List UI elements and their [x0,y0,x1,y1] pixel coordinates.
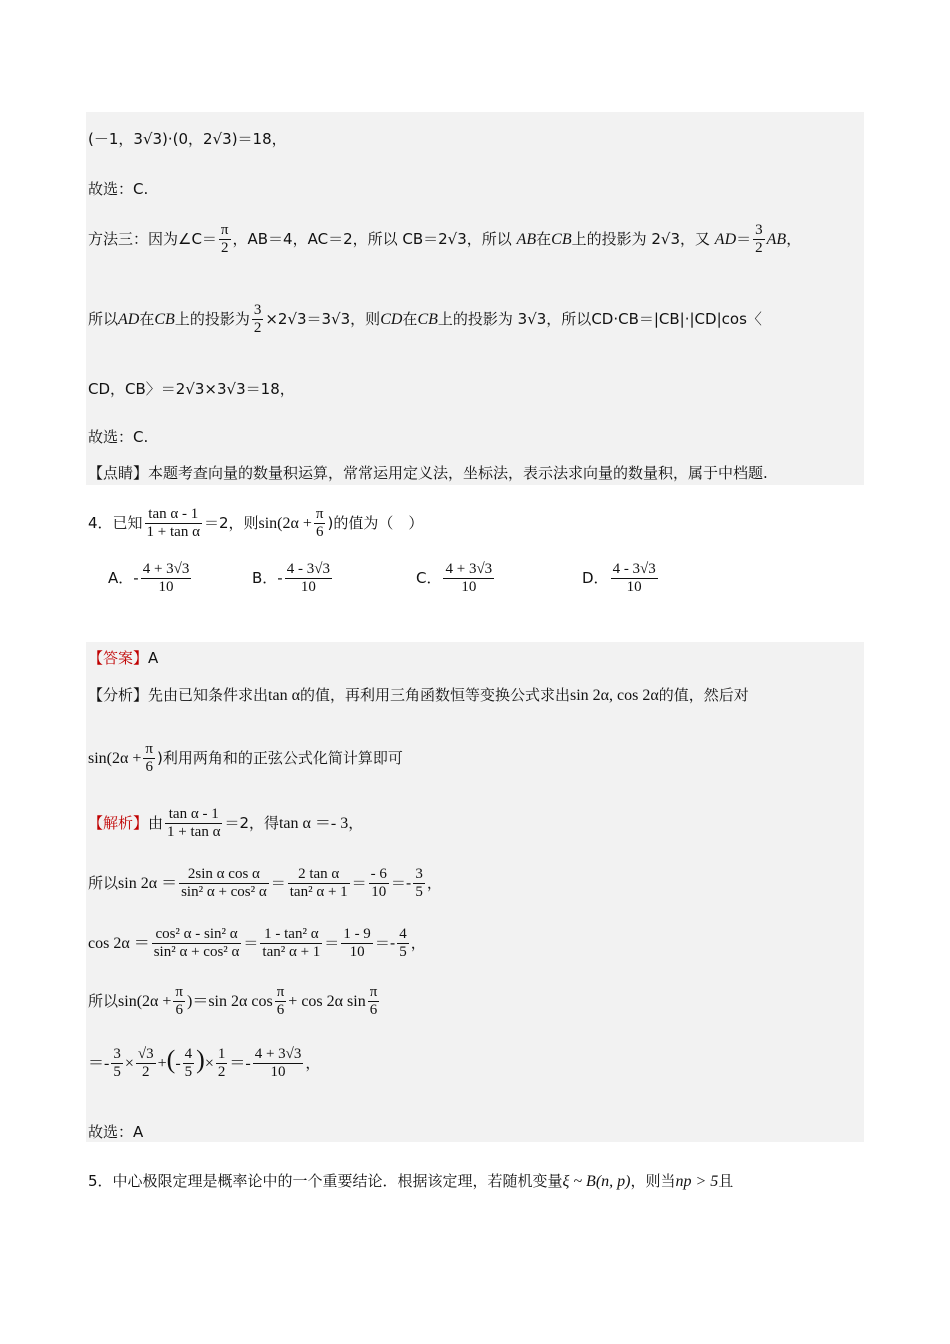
pi-over-2: $\frac{\pi}{2}$ [220,222,229,256]
option-a[interactable]: A．- $\frac{4 + 3√3}{10}$ [108,561,190,595]
result-line: ＝- $\frac{3}{5}$ × $\frac{√3}{2}$ +(- $\frac{4}{5}$ )× $\frac{1}{2}$ ＝- $\frac{4 + 3√3}{10}$ ， [88,1045,321,1080]
option-c[interactable]: C． $\frac{4 + 3√3}{10}$ [416,561,493,595]
method3-line1: 方法三：因为∠C＝ $\frac{\pi}{2}$ ，AB＝4，AC＝2，所以 CB＝2√3，所以 AB在CB上的投影为 2√3，又 AD＝ $\frac{3}{2}$ AB， [88,222,802,256]
method3-line2: 所以AD在CB上的投影为 $\frac{3}{2}$ ×2√3＝3√3，则CD在CB上的投影为 3√3，所以CD·CB＝|CB|·|CD|cos〈 [88,302,762,336]
sum-line: 所以sin(2α + $\frac{\pi}{6}$ )＝sin 2α cos $\frac{\pi}{6}$ + cos 2α sin $\frac{\pi}{6}$ [88,984,378,1018]
choice-line-2: 故选：C. [88,428,149,446]
question-4: 4．已知 $\frac{\text{tan α - 1}}{\text{1 + tan α}}$ ＝2，则sin(2α + $\frac{\pi}{6}$ )的值为（ ） [88,506,424,540]
analysis-tag: 【分析】 [88,686,149,704]
q4-fraction: $\frac{\text{tan α - 1}}{\text{1 + tan α}}$ [146,506,200,540]
answer-tag: 【答案】 [88,649,149,667]
analysis-line1: 【分析】先由已知条件求出tan α的值，再利用三角函数恒等变换公式求出sin 2α, cos 2α的值，然后对 [88,686,749,704]
question-5: 5．中心极限定理是概率论中的一个重要结论．根据该定理，若随机变量ξ ~ B(n, p)，则当np > 5且 [88,1172,734,1190]
solution-line1: 【解析】由 $\frac{\text{tan α - 1}}{\text{1 + tan α}}$ ＝2，得tan α ＝- 3， [88,806,364,840]
comment-line: 【点睛】本题考查向量的数量积运算，常常运用定义法，坐标法，表示法求向量的数量积，属于中档题. [88,464,768,482]
analysis-line2: sin(2α + $\frac{\pi}{6}$ )利用两角和的正弦公式化简计算即可 [88,741,403,775]
three-halves: $\frac{3}{2}$ [755,222,763,256]
choice-line-1: 故选：C. [88,180,149,198]
comment-tag: 【点睛】 [88,464,149,482]
q4-pi-six: $\frac{\pi}{6}$ [315,506,324,540]
sin2a-line: 所以sin 2α ＝ $\frac{\text{2sin α cos α}}{\text{sin² α + cos² α}}$ ＝ $\frac{\text{2 tan α}}{\text{tan² α + 1}}$ ＝ $\frac{- 6}{10}$ ＝- $\frac{3}{5}$ ， [88,866,442,900]
answer-line: 【答案】A [88,649,159,667]
cos2a-line: cos 2α ＝ $\frac{\text{cos² α - sin² α}}{\text{sin² α + cos² α}}$ ＝ $\frac{\text{1 - tan² α}}{\text{tan² α + 1}}$ ＝ $\frac{1 - 9}{10}$ ＝- $\frac{4}{5}$ ， [88,926,426,960]
method2-result: (－1，3√3)·(0，2√3)＝18， [88,130,287,148]
solution-tag: 【解析】 [88,814,149,832]
choice-line-3: 故选：A [88,1123,144,1141]
option-d[interactable]: D． $\frac{4 - 3√3}{10}$ [582,561,656,595]
option-b[interactable]: B．- $\frac{4 - 3√3}{10}$ [252,561,330,595]
solution-block-top [86,112,864,485]
three-halves-2: $\frac{3}{2}$ [253,302,262,336]
method3-line3: CD，CB〉＝2√3×3√3＝18， [88,380,295,398]
